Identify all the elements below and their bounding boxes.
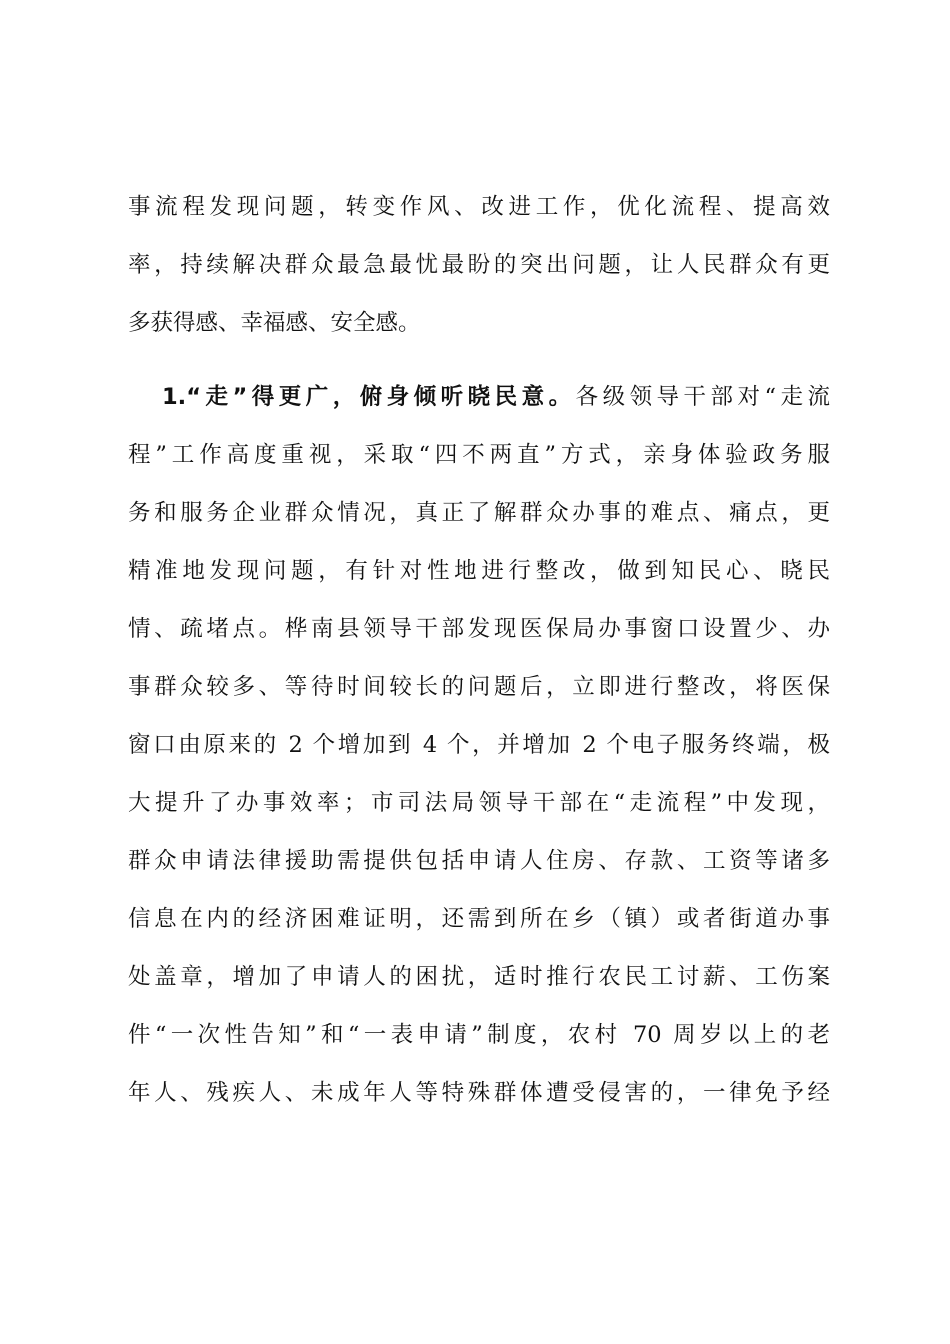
paragraph-2-first-line-text: 各级领导干部对“走流 [575, 384, 830, 410]
paragraph-2-line-8: 大提升了办事效率；市司法局领导干部在“走流程”中发现， [128, 790, 830, 816]
paragraph-2-line-6: 事群众较多、等待时间较长的问题后，立即进行整改，将医保 [128, 674, 830, 700]
paragraph-1 [128, 178, 830, 352]
paragraph-2-line-9: 群众申请法律援助需提供包括申请人住房、存款、工资等诸多 [128, 848, 830, 874]
paragraph-1-line-3: 多获得感、幸福感、安全感。 [128, 310, 421, 336]
document-body [128, 178, 830, 1122]
paragraph-2-line-13: 年人、残疾人、未成年人等特殊群体遭受侵害的，一律免予经 [128, 1080, 830, 1106]
paragraph-2-line-10: 信息在内的经济困难证明，还需到所在乡（镇）或者街道办事 [128, 906, 830, 932]
paragraph-2 [128, 368, 830, 1122]
paragraph-2-line-2: 程”工作高度重视，采取“四不两直”方式，亲身体验政务服 [128, 442, 830, 468]
paragraph-1-line-1: 事流程发现问题，转变作风、改进工作，优化流程、提高效 [128, 194, 830, 220]
paragraph-2-line-5: 情、疏堵点。桦南县领导干部发现医保局办事窗口设置少、办 [128, 616, 830, 642]
paragraph-2-line-11: 处盖章，增加了申请人的困扰，适时推行农民工讨薪、工伤案 [128, 964, 830, 990]
paragraph-2-heading: 1.“走”得更广，俯身倾听晓民意。 [162, 384, 576, 410]
paragraph-2-line-4: 精准地发现问题，有针对性地进行整改，做到知民心、晓民 [128, 558, 830, 584]
paragraph-2-line-12: 件“一次性告知”和“一表申请”制度，农村 70 周岁以上的老 [128, 1022, 830, 1048]
paragraph-gap [128, 352, 830, 368]
paragraph-2-line-3: 务和服务企业群众情况，真正了解群众办事的难点、痛点，更 [128, 500, 830, 526]
paragraph-2-line-1 [128, 368, 830, 426]
paragraph-2-line-7: 窗口由原来的 2 个增加到 4 个，并增加 2 个电子服务终端，极 [128, 732, 830, 758]
paragraph-1-line-2: 率，持续解决群众最急最忧最盼的突出问题，让人民群众有更 [128, 252, 830, 278]
